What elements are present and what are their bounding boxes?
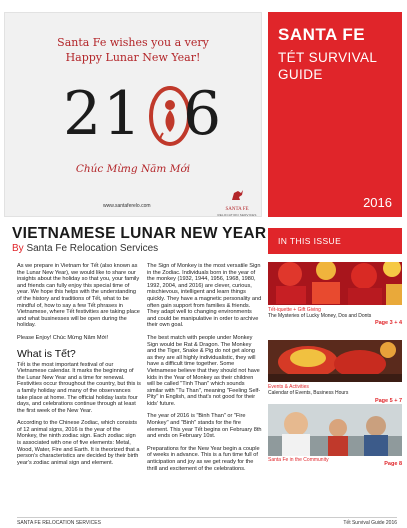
byline-prefix: By (12, 243, 24, 254)
sidebar-item-etiquette-desc: The Mysteries of Lucky Money, Dos and Donts (268, 313, 372, 319)
sidebar-item-events-title: Events & Activities (268, 384, 309, 390)
logo-subtitle: RELOCATION SERVICES (217, 213, 257, 217)
cover-year: 2016 (363, 195, 392, 210)
sidebar-item-events (268, 384, 402, 404)
sidebar-item-etiquette (268, 307, 402, 326)
sidebar-item-community-page: Page 8 (384, 461, 402, 467)
tet-paragraph: Tết is the most important festival of our Vietnamese calendar. It marks the beginning of the Lunar New Year and a time for renewal. Festivities occur throughout the country, but this is a family holiday and many of the observances take place at home. The official holiday lasts four days, and celebrations continue through at least the first week of the New Year. (17, 361, 141, 414)
preparations-paragraph: Preparations for the New Year begin a couple of weeks in advance. This is a fun time full of anticipation and joy as we get ready for the thrill and excitement of the celebrations. (147, 445, 260, 472)
cover-title-line1: TÉT SURVIVAL (278, 50, 378, 65)
footer-publication: Tết Survival Guide 2016 (343, 520, 397, 526)
hero-banner (4, 12, 262, 217)
hero-year-digit-2: 2 (63, 79, 102, 149)
community-photo (268, 404, 402, 456)
rooster-logo-icon (228, 188, 246, 202)
cover-box (268, 12, 402, 217)
greeting-paragraph: Please Enjoy! Chúc Mừng Năm Mới! (17, 334, 109, 341)
monkey-sign-paragraph: The Sign of Monkey is the most versatile Sign in the Zodiac. Individuals born in the year of the monkey (1932, 1944, 1956, 1968, 1980, 1992, 2004, and 2016) are clever, curious, mischievous, intelligent and learn things quickly. They have a magnetic personality and often gain support from families & friends. They adapt well to changing environments and could be manipulative in order to archive their own goal. (147, 263, 262, 329)
article-column-2 (147, 263, 262, 478)
lion-dance-photo (268, 340, 402, 382)
sidebar-item-events-desc: Calendar of Events, Business Hours (268, 390, 349, 396)
what-is-tet-heading: What is Tết? (17, 347, 76, 360)
in-this-issue-label: IN THIS ISSUE (278, 236, 342, 246)
page-footer (17, 517, 397, 526)
hero-year-digit-6: 6 (183, 79, 222, 149)
hero-greeting (5, 35, 261, 65)
sidebar-item-etiquette-title: Tết-iquette + Gift Giving (268, 307, 321, 313)
lucky-money-photo (268, 262, 402, 305)
in-this-issue-box (268, 228, 402, 254)
hero-greeting-line2: Happy Lunar New Year! (65, 51, 201, 64)
hero-url: www.santaferelo.com (103, 203, 151, 209)
lion-dance-image (268, 340, 402, 382)
sidebar-item-events-page: Page 5 + 7 (374, 398, 402, 404)
sidebar-item-community (268, 457, 402, 467)
hero-motto: Chúc Mừng Năm Mới (75, 163, 191, 175)
best-match-paragraph: The best match with people under Monkey Sign would be Rat & Dragon. The Monkey and the Tiger, Snake & Pig do not get along as they are all highly individualistic, they will have a difficult time together. Some Vietnamese believe that they should not have kids in the Year of Monkey as their children will be called "Tinh Than" which sounds similar with "Tu Than", meaning "Feeling Self-Pity" in English, and that's not good for their kids' future. (147, 334, 261, 407)
hero-year (63, 79, 222, 151)
logo-name: SANTA FE (225, 207, 249, 212)
zodiac-paragraph: According to the Chinese Zodiac, which consists of 12 animal signs, 2016 is the year of the Monkey, the ninth zodiac sign. Each zodiac sign is associated with one of five elements: Metal, Wood, Water, Fire and Earth. It is theorized that a person's characteristics are decided by their birth year's zodiac animal sign and element. (17, 420, 140, 466)
hero-greeting-line1: Santa Fe wishes you a very (57, 36, 209, 49)
article-byline (12, 243, 158, 254)
red-envelopes-image (268, 262, 402, 305)
community-image (268, 404, 402, 456)
article-title: VIETNAMESE LUNAR NEW YEAR (12, 225, 267, 242)
fire-monkey-paragraph: The year of 2016 is "Binh Than" or "Fire Monkey" and "Binh" stands for the fire element. This year Tết begins on February 8th and ends on February 10st. (147, 413, 262, 440)
santa-fe-logo (217, 188, 257, 216)
cover-brand: SANTA FE (278, 25, 366, 44)
hero-year-digit-1: 1 (103, 79, 142, 149)
byline-author: Santa Fe Relocation Services (23, 243, 159, 254)
sidebar-item-etiquette-page: Page 3 + 4 (374, 320, 402, 326)
footer-company: SANTA FE RELOCATION SERVICES (17, 520, 101, 526)
cover-title-line2: GUIDE (278, 67, 323, 82)
sidebar-item-community-title: Santa Fe in the Community (268, 457, 329, 463)
article-column-1 (17, 263, 141, 472)
intro-paragraph: As we prepare in Vietnam for Tết (also known as the Lunar New Year), we would like to share our insights about the holiday so that you, your family and friends can fully enjoy this special time of year. We hope this helps with the understanding of the history and traditions of Tết, what to be mindful of, how to say a few Tết phrases in Vietnamese, where Tết festivities are taking place and what businesses will be open during the holiday. (17, 263, 140, 329)
